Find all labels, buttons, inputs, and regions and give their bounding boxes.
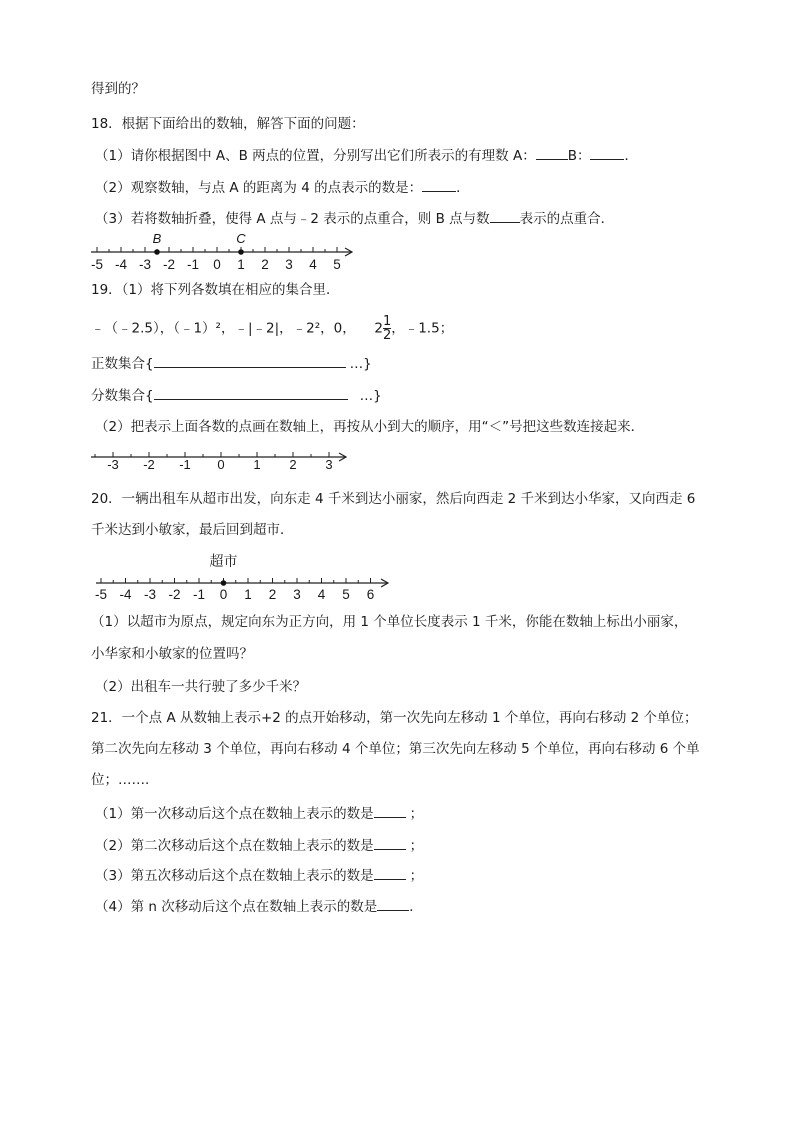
q18-part2-text: （2）观察数轴，与点 A 的距离为 4 的点表示的数是：	[95, 180, 423, 196]
q18-tick-label: -4	[114, 257, 128, 272]
q20-tick-label: -2	[168, 587, 181, 602]
answer-blank-move1[interactable]	[374, 804, 406, 818]
q21-part1-end: ；	[409, 806, 424, 822]
fraction-set-blank[interactable]	[154, 386, 348, 400]
q21-part2-end: ；	[409, 838, 424, 854]
q21-stem-line3: 位；…….	[91, 772, 150, 788]
q18-tick-label: 3	[285, 257, 293, 272]
q19-tick-label: -1	[179, 457, 191, 472]
q19-tick-label: -2	[143, 457, 155, 472]
fraction-set-label: 分数集合{	[91, 388, 154, 404]
q20-tick-label: 6	[366, 587, 375, 602]
q19-numbers-a: ﹣（﹣2.5），（﹣1）²，﹣|﹣2|，﹣2²，0，	[91, 320, 356, 337]
q21-part3-text: （3）第五次移动后这个点在数轴上表示的数是	[95, 868, 374, 884]
q20-stem-line2: 千米达到小敏家，最后回到超市．	[91, 522, 294, 538]
q21-stem-line2: 第二次先向左移动 3 个单位，再向右移动 4 个单位；第三次先向左移动 5 个单位，再向右移动 6 个单	[91, 741, 700, 757]
q19-tick-label: 1	[253, 457, 261, 472]
q18-tick-label: -5	[90, 257, 104, 272]
q20-tick-label: 3	[293, 587, 301, 602]
q18-part1-end: ．	[624, 148, 638, 164]
q20-tick-label: 4	[317, 587, 326, 602]
answer-blank-move2[interactable]	[374, 836, 406, 850]
q21-part1-text: （1）第一次移动后这个点在数轴上表示的数是	[95, 806, 374, 822]
fraction-numerator: 1	[382, 314, 392, 329]
fraction-denominator: 2	[382, 328, 392, 343]
q20-tick-label: 2	[268, 587, 277, 602]
positive-set-label: 正数集合{	[91, 356, 154, 372]
q18-part1-text: （1）请你根据图中 A、B 两点的位置，分别写出它们所表示的有理数 A：	[95, 148, 536, 164]
q19-tick-label: 0	[217, 457, 225, 472]
q20-tick-label: 5	[342, 587, 350, 602]
point-b-marker	[154, 249, 160, 255]
q19-tick-label: 2	[289, 457, 297, 472]
q21-part1	[95, 804, 423, 823]
q18-part2-end: ．	[456, 180, 470, 196]
q21-part3-end: ；	[409, 868, 424, 884]
q21-part3	[95, 866, 423, 885]
q18-stem: 18．根据下面给出的数轴，解答下面的问题：	[91, 116, 365, 132]
q18-tick-label: 1	[237, 257, 245, 272]
q21-part2	[95, 836, 423, 855]
q18-tick-label: -1	[186, 257, 200, 272]
supermarket-label: 超市	[209, 553, 238, 569]
q20-tick-label: 0	[219, 587, 228, 602]
fraction-set-row	[91, 386, 382, 405]
point-b-label: B	[152, 231, 162, 246]
q19-numbers	[91, 315, 453, 342]
q20-part1-line1: （1）以超市为原点，规定向东为正方向，用 1 个单位长度表示 1 千米，你能在数轴上标出小丽家，	[91, 614, 688, 630]
q19-part2: （2）把表示上面各数的点画在数轴上，再按从小到大的顺序，用“＜”号把这些数连接起来．	[95, 419, 645, 435]
q19-tick-label: -3	[107, 457, 119, 472]
q20-tick-label: -5	[94, 587, 108, 602]
point-c-label: C	[236, 231, 246, 246]
positive-set-ellipsis: …}	[349, 356, 372, 372]
q18-part1-b-label: B：	[567, 148, 591, 164]
q20-stem-line1: 20．一辆出租车从超市出发，向东走 4 千米到达小丽家，然后向西走 2 千米到达小华家，又向西走 6	[91, 491, 696, 507]
positive-set-blank[interactable]	[154, 354, 346, 368]
q19-stem: 19．（1）将下列各数填在相应的集合里．	[91, 282, 340, 298]
q19-tick-label: 3	[325, 457, 333, 472]
answer-blank-move5[interactable]	[374, 866, 406, 880]
q21-part4-text: （4）第 n 次移动后这个点在数轴上表示的数是	[95, 899, 378, 915]
q20-part2: （2）出租车一共行驶了多少千米？	[95, 679, 307, 695]
q20-tick-label: 1	[244, 587, 252, 602]
q18-tick-label: -2	[162, 257, 176, 272]
mixed-number-fraction	[383, 315, 391, 342]
q21-part4	[95, 897, 423, 916]
q18-part3-text: （3）若将数轴折叠，使得 A 点与﹣2 表示的点重合，则 B 点与数	[95, 211, 490, 227]
q20-part1-line2: 小华家和小敏家的位置吗？	[91, 646, 253, 662]
fraction-set-ellipsis: …}	[359, 388, 382, 404]
q20-tick-label: -3	[143, 587, 157, 602]
q20-tick-label: -4	[119, 587, 132, 602]
positive-set-row	[91, 354, 372, 373]
point-c-marker	[238, 249, 244, 255]
q18-tick-label: 0	[213, 257, 221, 272]
q21-stem-line1: 21．一个点 A 从数轴上表示+2 的点开始移动，第一次先向左移动 1 个单位，再向右移动 2 个单位；	[91, 710, 698, 726]
q20-tick-label: -1	[192, 587, 206, 602]
q19-numbers-b: ，﹣1.5；	[391, 320, 454, 337]
answer-blank-moven[interactable]	[377, 897, 409, 911]
q18-tick-label: 4	[309, 257, 317, 272]
q21-part2-text: （2）第二次移动后这个点在数轴上表示的数是	[95, 838, 374, 854]
q18-part3-text-end: 表示的点重合．	[519, 211, 615, 227]
q18-tick-label: 2	[261, 257, 269, 272]
q18-tick-label: 5	[333, 257, 341, 272]
q18-tick-label: -3	[138, 257, 152, 272]
supermarket-origin-marker	[221, 580, 227, 586]
intro-text: 得到的？	[91, 81, 145, 97]
mixed-number-whole: 2	[374, 320, 383, 337]
q21-part4-end: ．	[409, 899, 423, 915]
